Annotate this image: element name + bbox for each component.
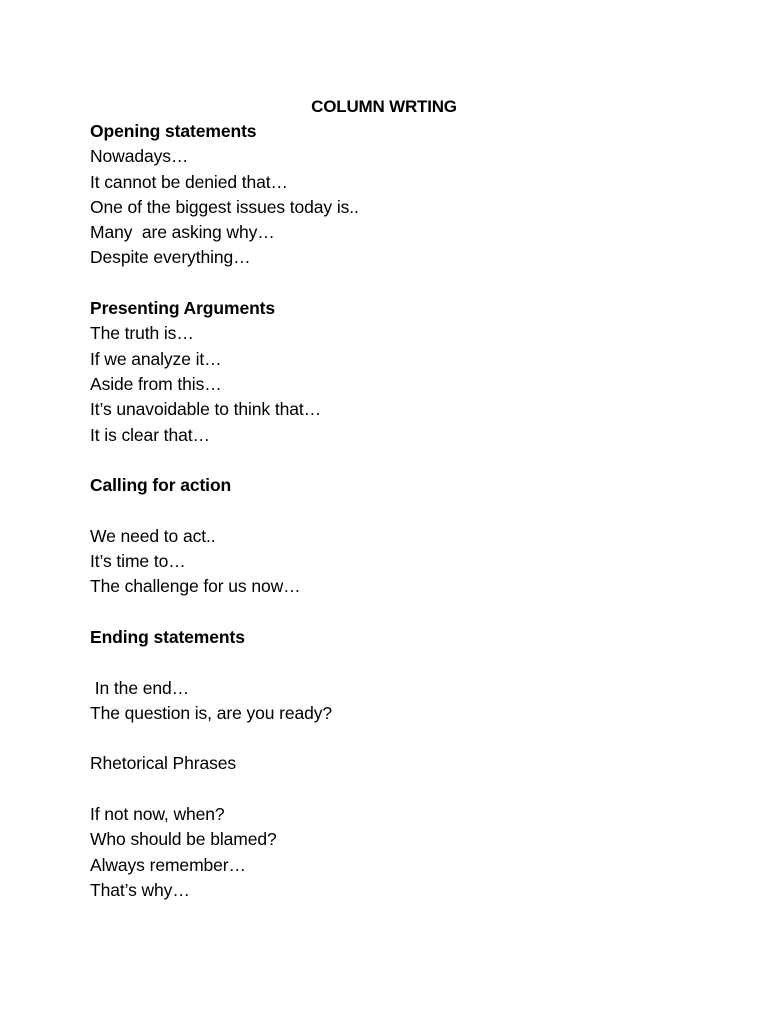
blank-line <box>90 726 710 751</box>
phrase-line: Despite everything… <box>90 247 251 268</box>
phrase-line: We need to act.. <box>90 525 216 546</box>
phrase-line: The challenge for us now… <box>90 576 301 597</box>
section-heading-ending: Ending statements <box>90 626 245 647</box>
section-heading-arguments: Presenting Arguments <box>90 298 276 319</box>
phrase-line: In the end… <box>90 677 190 698</box>
section-heading-action: Calling for action <box>90 475 232 496</box>
phrase-line: If not now, when? <box>90 804 225 825</box>
blank-line <box>90 448 710 473</box>
phrase-line: One of the biggest issues today is.. <box>90 196 359 217</box>
phrase-line: The question is, are you ready? <box>90 702 333 723</box>
phrase-line: Who should be blamed? <box>90 829 277 850</box>
document-body <box>90 119 710 903</box>
section-heading-opening: Opening statements <box>90 121 257 141</box>
phrase-line: If we analyze it… <box>90 348 222 369</box>
phrase-line: Nowadays… <box>90 146 189 167</box>
document-title: COLUMN WRTING <box>311 97 457 116</box>
blank-line <box>90 498 710 523</box>
phrase-line: It cannot be denied that… <box>90 171 288 192</box>
phrase-line: Always remember… <box>90 854 246 875</box>
section-heading-rhetorical: Rhetorical Phrases <box>90 753 237 774</box>
phrase-line: The truth is… <box>90 323 194 344</box>
blank-line <box>90 777 710 802</box>
phrase-line: It is clear that… <box>90 424 210 445</box>
phrase-line: It’s unavoidable to think that… <box>90 399 322 420</box>
phrase-line: Aside from this… <box>90 373 222 394</box>
blank-line <box>90 600 710 625</box>
phrase-line: It’s time to… <box>90 551 186 572</box>
phrase-line: That’s why… <box>90 879 190 900</box>
blank-line <box>90 650 710 675</box>
blank-line <box>90 271 710 296</box>
phrase-line: Many are asking why… <box>90 222 275 243</box>
